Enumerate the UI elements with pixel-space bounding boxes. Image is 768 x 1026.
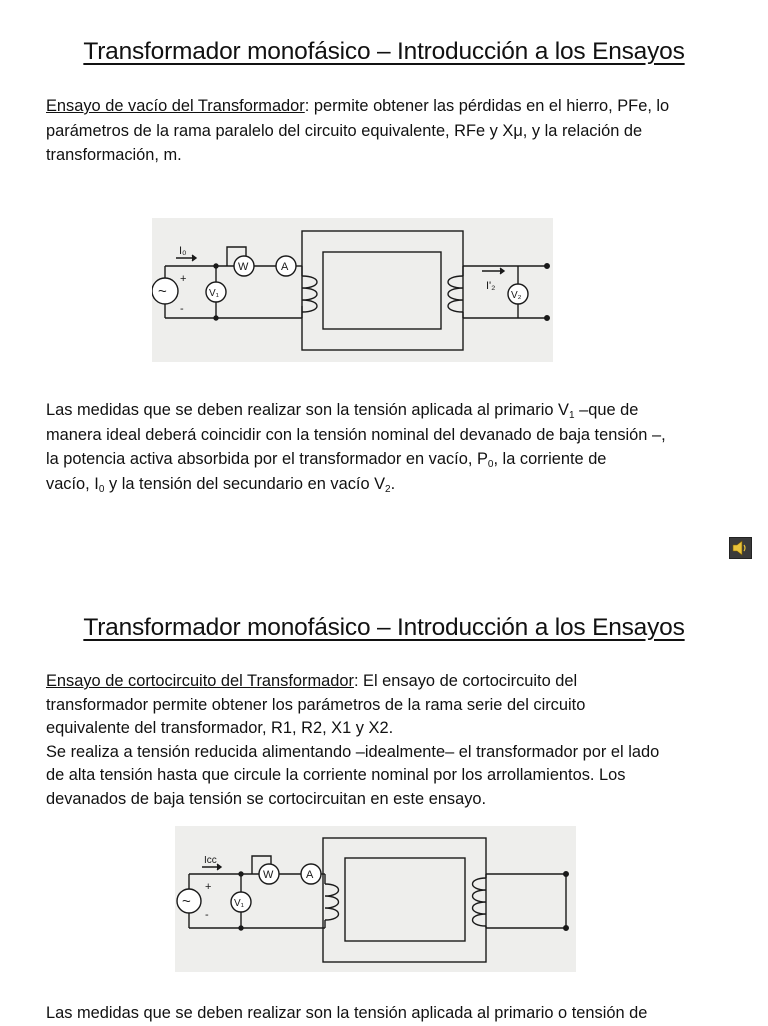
slide2-intro: Ensayo de cortocircuito del Transformador: El ensayo de cortocircuito del transformador permite obtener los parámetros de la rama serie del circuito equivalente del transformador, R1, R2, X1 y X2. Se realiza a tensión reducida alimentando –idealmente– el transformador por el lado de alta tensión hasta que circule la corriente nominal por los arrollamientos. Los devanados de baja tensión se cortocircuitan en este ensayo. [46,672,660,808]
short-circuit-test-diagram [175,826,576,972]
speaker-icon[interactable] [729,537,752,559]
slide2-title: Transformador monofásico – Introducción a los Ensayos [83,614,685,641]
svg-text:-: - [205,909,209,921]
svg-text:V₂: V₂ [511,290,522,301]
svg-text:~: ~ [182,893,191,910]
open-circuit-test-diagram [152,218,553,362]
transformer-core-icon [323,838,486,962]
transformer-core-icon [302,231,463,350]
svg-text:+: + [180,273,187,285]
slide2-intro-term: Ensayo de cortocircuito del Transformador [46,672,354,690]
current-label: I₀ [179,245,187,257]
svg-text:~: ~ [158,283,167,300]
svg-text:A: A [306,869,314,881]
svg-text:I'₂: I'₂ [486,280,496,292]
svg-text:V₁: V₁ [234,898,245,909]
svg-text:-: - [180,303,184,315]
svg-text:W: W [263,869,274,881]
slide2-measurements: Las medidas que se deben realizar son la tensión aplicada al primario o tensión de [46,1004,648,1022]
slide1-intro-term: Ensayo de vacío del Transformador [46,97,305,115]
slide1-measurements: Las medidas que se deben realizar son la tensión aplicada al primario $V_1$ –que de manera ideal deberá coincidir con la tensión nominal del devanado de baja tensión –, la potencia activa absorbida por el transformador en vacío, $P_0$, la corriente de vacío, $I_0$ y la tensión del secundario en vacío $V_2$. [46,401,666,495]
current-label: Icc [204,855,217,866]
slide1-intro: Ensayo de vacío del Transformador: permite obtener las pérdidas en el hierro, PFe, lo parámetros de la rama paralelo del circuito equivalente, RFe y Xμ, y la relación de transformación, m. [46,97,670,164]
svg-text:+: + [205,881,212,893]
svg-text:A: A [281,261,289,273]
svg-text:W: W [238,261,249,273]
svg-text:V₁: V₁ [209,288,220,299]
slide1-title: Transformador monofásico – Introducción a los Ensayos [83,38,685,65]
